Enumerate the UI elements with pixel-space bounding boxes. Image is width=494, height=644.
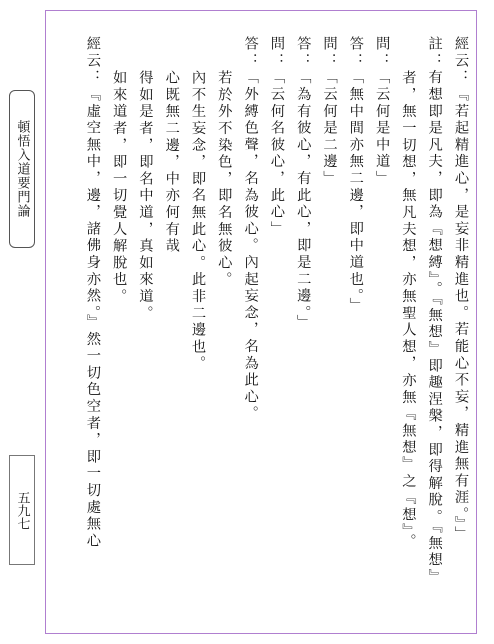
text-line: 如來道者，即一切覺人解脫也。 <box>111 70 128 306</box>
page-number-box <box>9 455 35 565</box>
text-line: 內不生妄念，即名無此心。此非二邊也。 <box>190 70 207 373</box>
text-line: 答：「無中間亦無二邊，即中道也。」 <box>347 36 364 315</box>
text-line: 經云：『若起精進心，是妄非精進也。若能心不妄，精進無有涯。』」 <box>453 36 469 543</box>
text-line: 者，無一切想，無凡夫想，亦無聖人想，亦無『無想』之『想』。 <box>400 70 417 551</box>
text-line: 答：「為有彼心，有此心，即是二邊。」 <box>295 36 312 332</box>
side-title: 頓悟入道要門論 <box>14 120 30 218</box>
text-line: 答：「外縛色聲，名為彼心。內起妄念，名為此心。 <box>242 36 259 423</box>
text-line: 若於外不染色，即名無彼心。 <box>216 70 233 289</box>
text-line: 問：「云何是中道」 <box>374 36 391 188</box>
text-line: 心既無二邊，中亦何有哉 <box>163 70 180 255</box>
text-line: 經云：『虛空無中，邊，諸佛身亦然。』然一切色空者，即一切處無心 <box>84 36 101 550</box>
page-number: 五九七 <box>14 490 30 530</box>
side-title-box <box>9 90 35 248</box>
text-line: 問：「云何名彼心，此心」 <box>268 36 285 238</box>
text-line: 問：「云何是二邊」 <box>321 36 338 188</box>
main-text <box>58 36 474 632</box>
text-line: 得如是者，即名中道，真如來道。 <box>137 70 154 322</box>
text-line: 註：有想即是凡夫，即為『想縛』。『無想』即趣涅槃，即得解脫。『無想』 <box>426 36 443 586</box>
